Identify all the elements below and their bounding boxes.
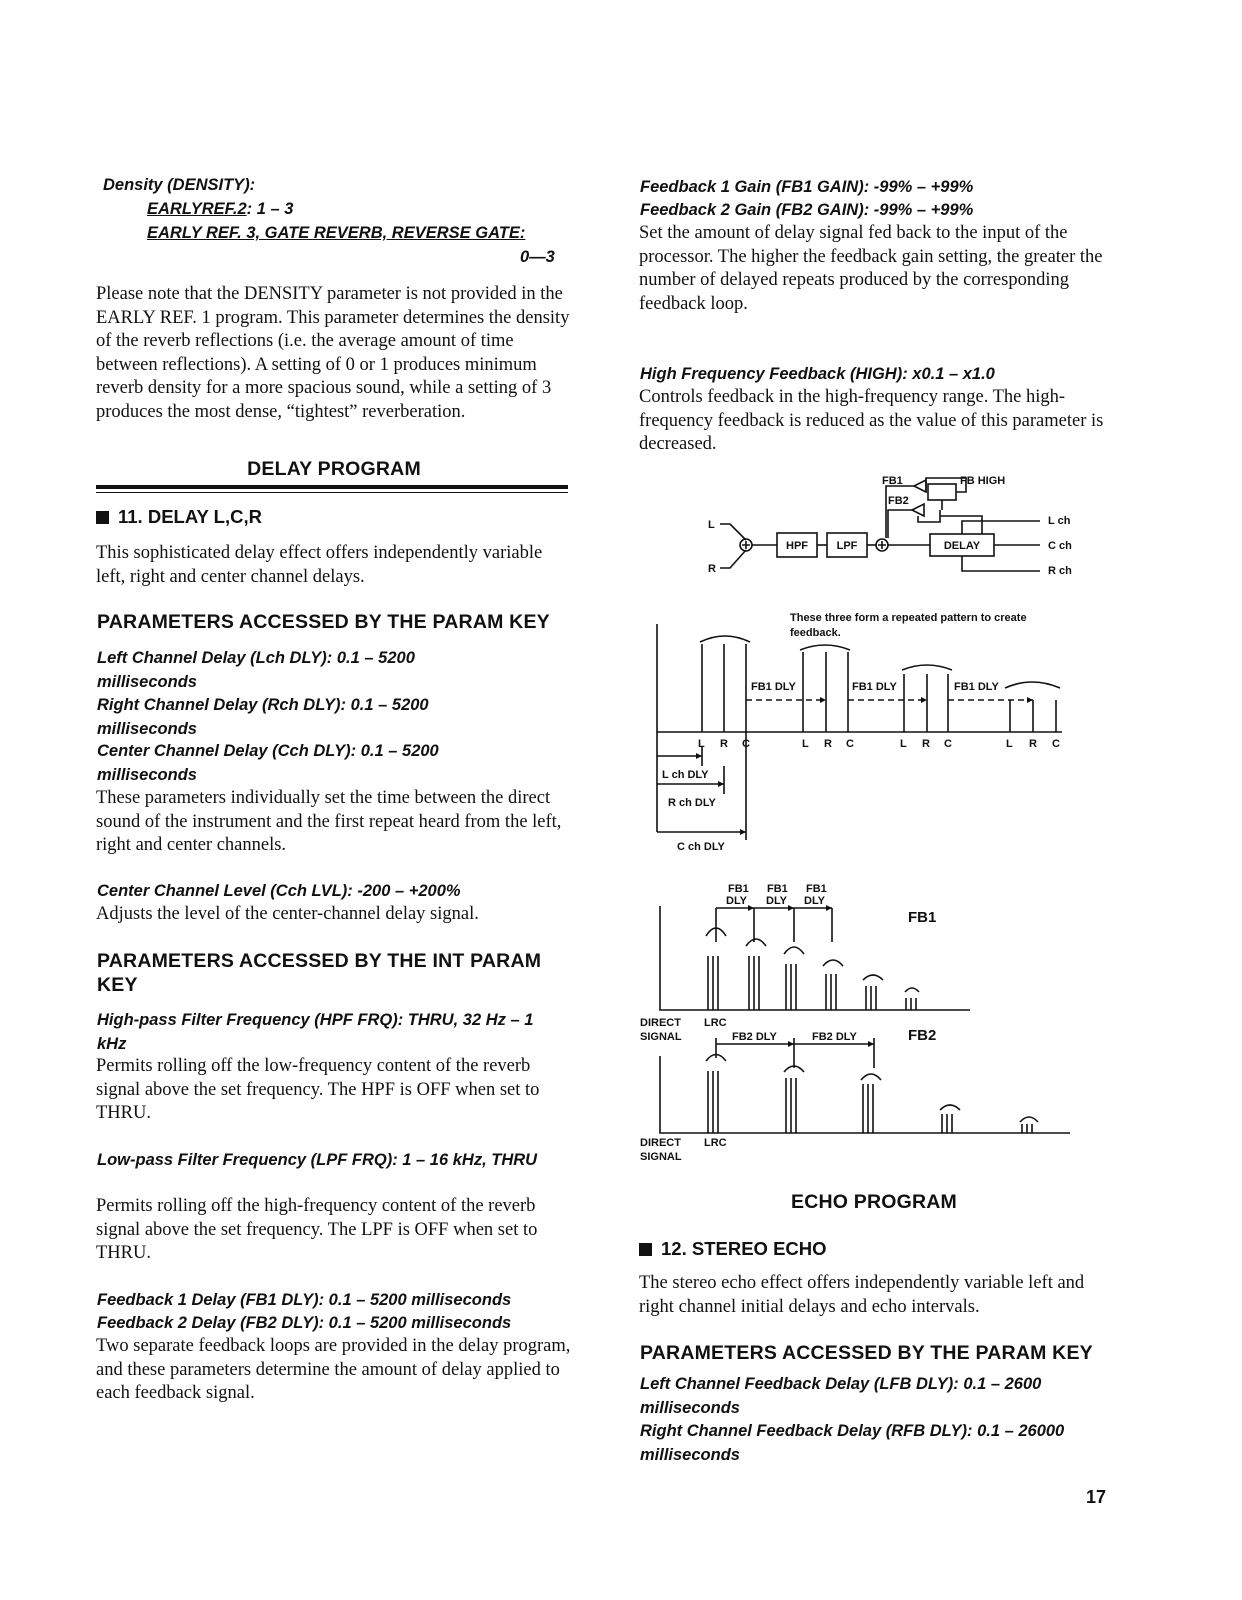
- density-range-value: 0—3: [520, 248, 555, 266]
- block-fb-high: FB HIGH: [960, 475, 1006, 487]
- timing-c-4: C: [1052, 738, 1060, 750]
- hpf-param: High-pass Filter Frequency (HPF FRQ): THRU, 32 Hz – 1 kHz: [97, 1011, 534, 1053]
- block-fb1: FB1: [882, 475, 903, 487]
- int-param-key-heading: PARAMETERS ACCESSED BY THE INT PARAM KEY: [97, 950, 542, 996]
- direct-label-2: DIRECT: [640, 1137, 681, 1149]
- timing-l-1: L: [698, 738, 705, 750]
- lrc-label-1: LRC: [704, 1017, 727, 1029]
- fb2-section-label: FB2: [908, 1027, 937, 1044]
- fb-label-fb1-3: FB1: [806, 883, 827, 895]
- rfb-dly-param: Right Channel Feedback Delay (RFB DLY): 0.1 – 26000 milliseconds: [640, 1422, 1065, 1464]
- delay-timing-diagram: [650, 604, 1080, 856]
- block-lpf: LPF: [836, 540, 858, 552]
- fb2-dly-label-2: FB2 DLY: [812, 1031, 857, 1043]
- timing-r-4: R: [1029, 738, 1037, 750]
- lpf-param: Low-pass Filter Frequency (LPF FRQ): 1 – 16 kHz, THRU: [97, 1151, 538, 1169]
- density-range-earlyref2: EARLYREF.2: 1 – 3: [147, 200, 294, 218]
- rch-dly-param: Right Channel Delay (Rch DLY): 0.1 – 5200 milliseconds: [97, 696, 429, 738]
- block-out-cch: C ch: [1048, 540, 1072, 552]
- timing-note: These three form a repeated pattern to create feedback.: [790, 612, 1027, 639]
- fb-gain-body: Set the amount of delay signal fed back to the input of the processor. The higher the feedback gain setting, the greater the number of delayed repeats produced by the corresponding feedback loop.: [639, 223, 1103, 314]
- timing-cch-dly: C ch DLY: [677, 841, 725, 853]
- block-input-r: R: [708, 563, 716, 575]
- fb-label-dly-3: DLY: [804, 895, 825, 907]
- block-out-rch: R ch: [1048, 565, 1072, 577]
- fb2-dly-label-1: FB2 DLY: [732, 1031, 777, 1043]
- timing-r-3: R: [922, 738, 930, 750]
- fb1-gain-param: Feedback 1 Gain (FB1 GAIN): -99% – +99%: [640, 178, 974, 196]
- cch-lvl-body: Adjusts the level of the center-channel delay signal.: [96, 904, 479, 924]
- lpf-body: Permits rolling off the high-frequency content of the reverb signal above the set frequency. The LPF is OFF when set to THRU.: [96, 1196, 538, 1263]
- timing-l-2: L: [802, 738, 809, 750]
- cch-lvl-param: Center Channel Level (Cch LVL): -200 – +200%: [97, 882, 461, 900]
- signal-label-2: SIGNAL: [640, 1151, 682, 1163]
- lfb-dly-param: Left Channel Feedback Delay (LFB DLY): 0.1 – 2600 milliseconds: [640, 1375, 1042, 1417]
- delay-block-diagram: [690, 468, 1090, 583]
- stereo-echo-body: The stereo echo effect offers independently variable left and right channel initial delays and echo intervals.: [639, 1273, 1085, 1317]
- timing-fb1-dly-3: FB1 DLY: [954, 681, 999, 693]
- density-body: Please note that the DENSITY parameter is not provided in the EARLY REF. 1 program. This parameter determines the density of the reverb reflections (i.e. the average amount of time between reflections). A setting of 0 or 1 produces minimum reverb density for a more spacious sound, while a setting of 3 produces the most dense, “tightest” reverberation.: [96, 284, 570, 422]
- lch-dly-param: Left Channel Delay (Lch DLY): 0.1 – 5200 milliseconds: [97, 649, 415, 691]
- block-input-l: L: [708, 519, 715, 531]
- bullet-square-icon: [639, 1243, 652, 1256]
- fb-label-fb1-2: FB1: [767, 883, 788, 895]
- delay-lcr-body: This sophisticated delay effect offers independently variable left, right and center channel delays.: [96, 543, 543, 587]
- timing-r-1: R: [720, 738, 728, 750]
- fb-label-fb1-1: FB1: [728, 883, 749, 895]
- timing-fb1-dly-1: FB1 DLY: [751, 681, 796, 693]
- delay-program-title: DELAY PROGRAM: [247, 458, 421, 480]
- block-hpf: HPF: [786, 540, 808, 552]
- section-rule-thick: [96, 485, 568, 489]
- lrc-label-2: LRC: [704, 1137, 727, 1149]
- block-out-lch: L ch: [1048, 515, 1071, 527]
- bullet-square-icon: [96, 511, 109, 524]
- density-range-earlyref3: EARLY REF. 3, GATE REVERB, REVERSE GATE:: [147, 224, 526, 242]
- fb-dly-body: Two separate feedback loops are provided in the delay program, and these parameters determine the amount of delay applied to each feedback signal.: [96, 1336, 571, 1403]
- fb-label-dly-1: DLY: [726, 895, 747, 907]
- block-fb2: FB2: [888, 495, 909, 507]
- echo-param-key-heading: PARAMETERS ACCESSED BY THE PARAM KEY: [640, 1342, 1093, 1364]
- timing-r-2: R: [824, 738, 832, 750]
- echo-program-title: ECHO PROGRAM: [791, 1191, 957, 1213]
- timing-rch-dly: R ch DLY: [668, 797, 716, 809]
- stereo-echo-title: 12. STEREO ECHO: [639, 1238, 827, 1260]
- direct-label-1: DIRECT: [640, 1017, 681, 1029]
- feedback-diagram: [636, 878, 1080, 1170]
- timing-c-2: C: [846, 738, 854, 750]
- section-rule-thin: [96, 492, 568, 493]
- timing-l-4: L: [1006, 738, 1013, 750]
- block-delay: DELAY: [943, 540, 981, 552]
- fb2-gain-param: Feedback 2 Gain (FB2 GAIN): -99% – +99%: [640, 201, 974, 219]
- ch-dly-body: These parameters individually set the time between the direct sound of the instrument and the first repeat heard from the left, right and center channels.: [96, 788, 562, 855]
- timing-c-1: C: [742, 738, 750, 750]
- cch-dly-param: Center Channel Delay (Cch DLY): 0.1 – 5200 milliseconds: [97, 742, 439, 784]
- signal-label-1: SIGNAL: [640, 1031, 682, 1043]
- timing-l-3: L: [900, 738, 907, 750]
- hpf-body: Permits rolling off the low-frequency content of the reverb signal above the set frequency. The HPF is OFF when set to THRU.: [96, 1056, 540, 1123]
- fb2-dly-param: Feedback 2 Delay (FB2 DLY): 0.1 – 5200 milliseconds: [97, 1314, 512, 1332]
- timing-lch-dly: L ch DLY: [662, 769, 709, 781]
- param-key-heading: PARAMETERS ACCESSED BY THE PARAM KEY: [97, 611, 550, 633]
- high-body: Controls feedback in the high-frequency range. The high-frequency feedback is reduced as the value of this parameter is decreased.: [639, 387, 1104, 454]
- density-heading: Density (DENSITY):: [103, 176, 256, 194]
- fb1-dly-param: Feedback 1 Delay (FB1 DLY): 0.1 – 5200 milliseconds: [97, 1291, 512, 1309]
- timing-fb1-dly-2: FB1 DLY: [852, 681, 897, 693]
- high-param: High Frequency Feedback (HIGH): x0.1 – x1.0: [640, 365, 995, 383]
- page-number: 17: [1086, 1487, 1107, 1507]
- fb-label-dly-2: DLY: [766, 895, 787, 907]
- fb1-section-label: FB1: [908, 909, 937, 926]
- timing-c-3: C: [944, 738, 952, 750]
- delay-lcr-title: 11. DELAY L,C,R: [96, 506, 262, 528]
